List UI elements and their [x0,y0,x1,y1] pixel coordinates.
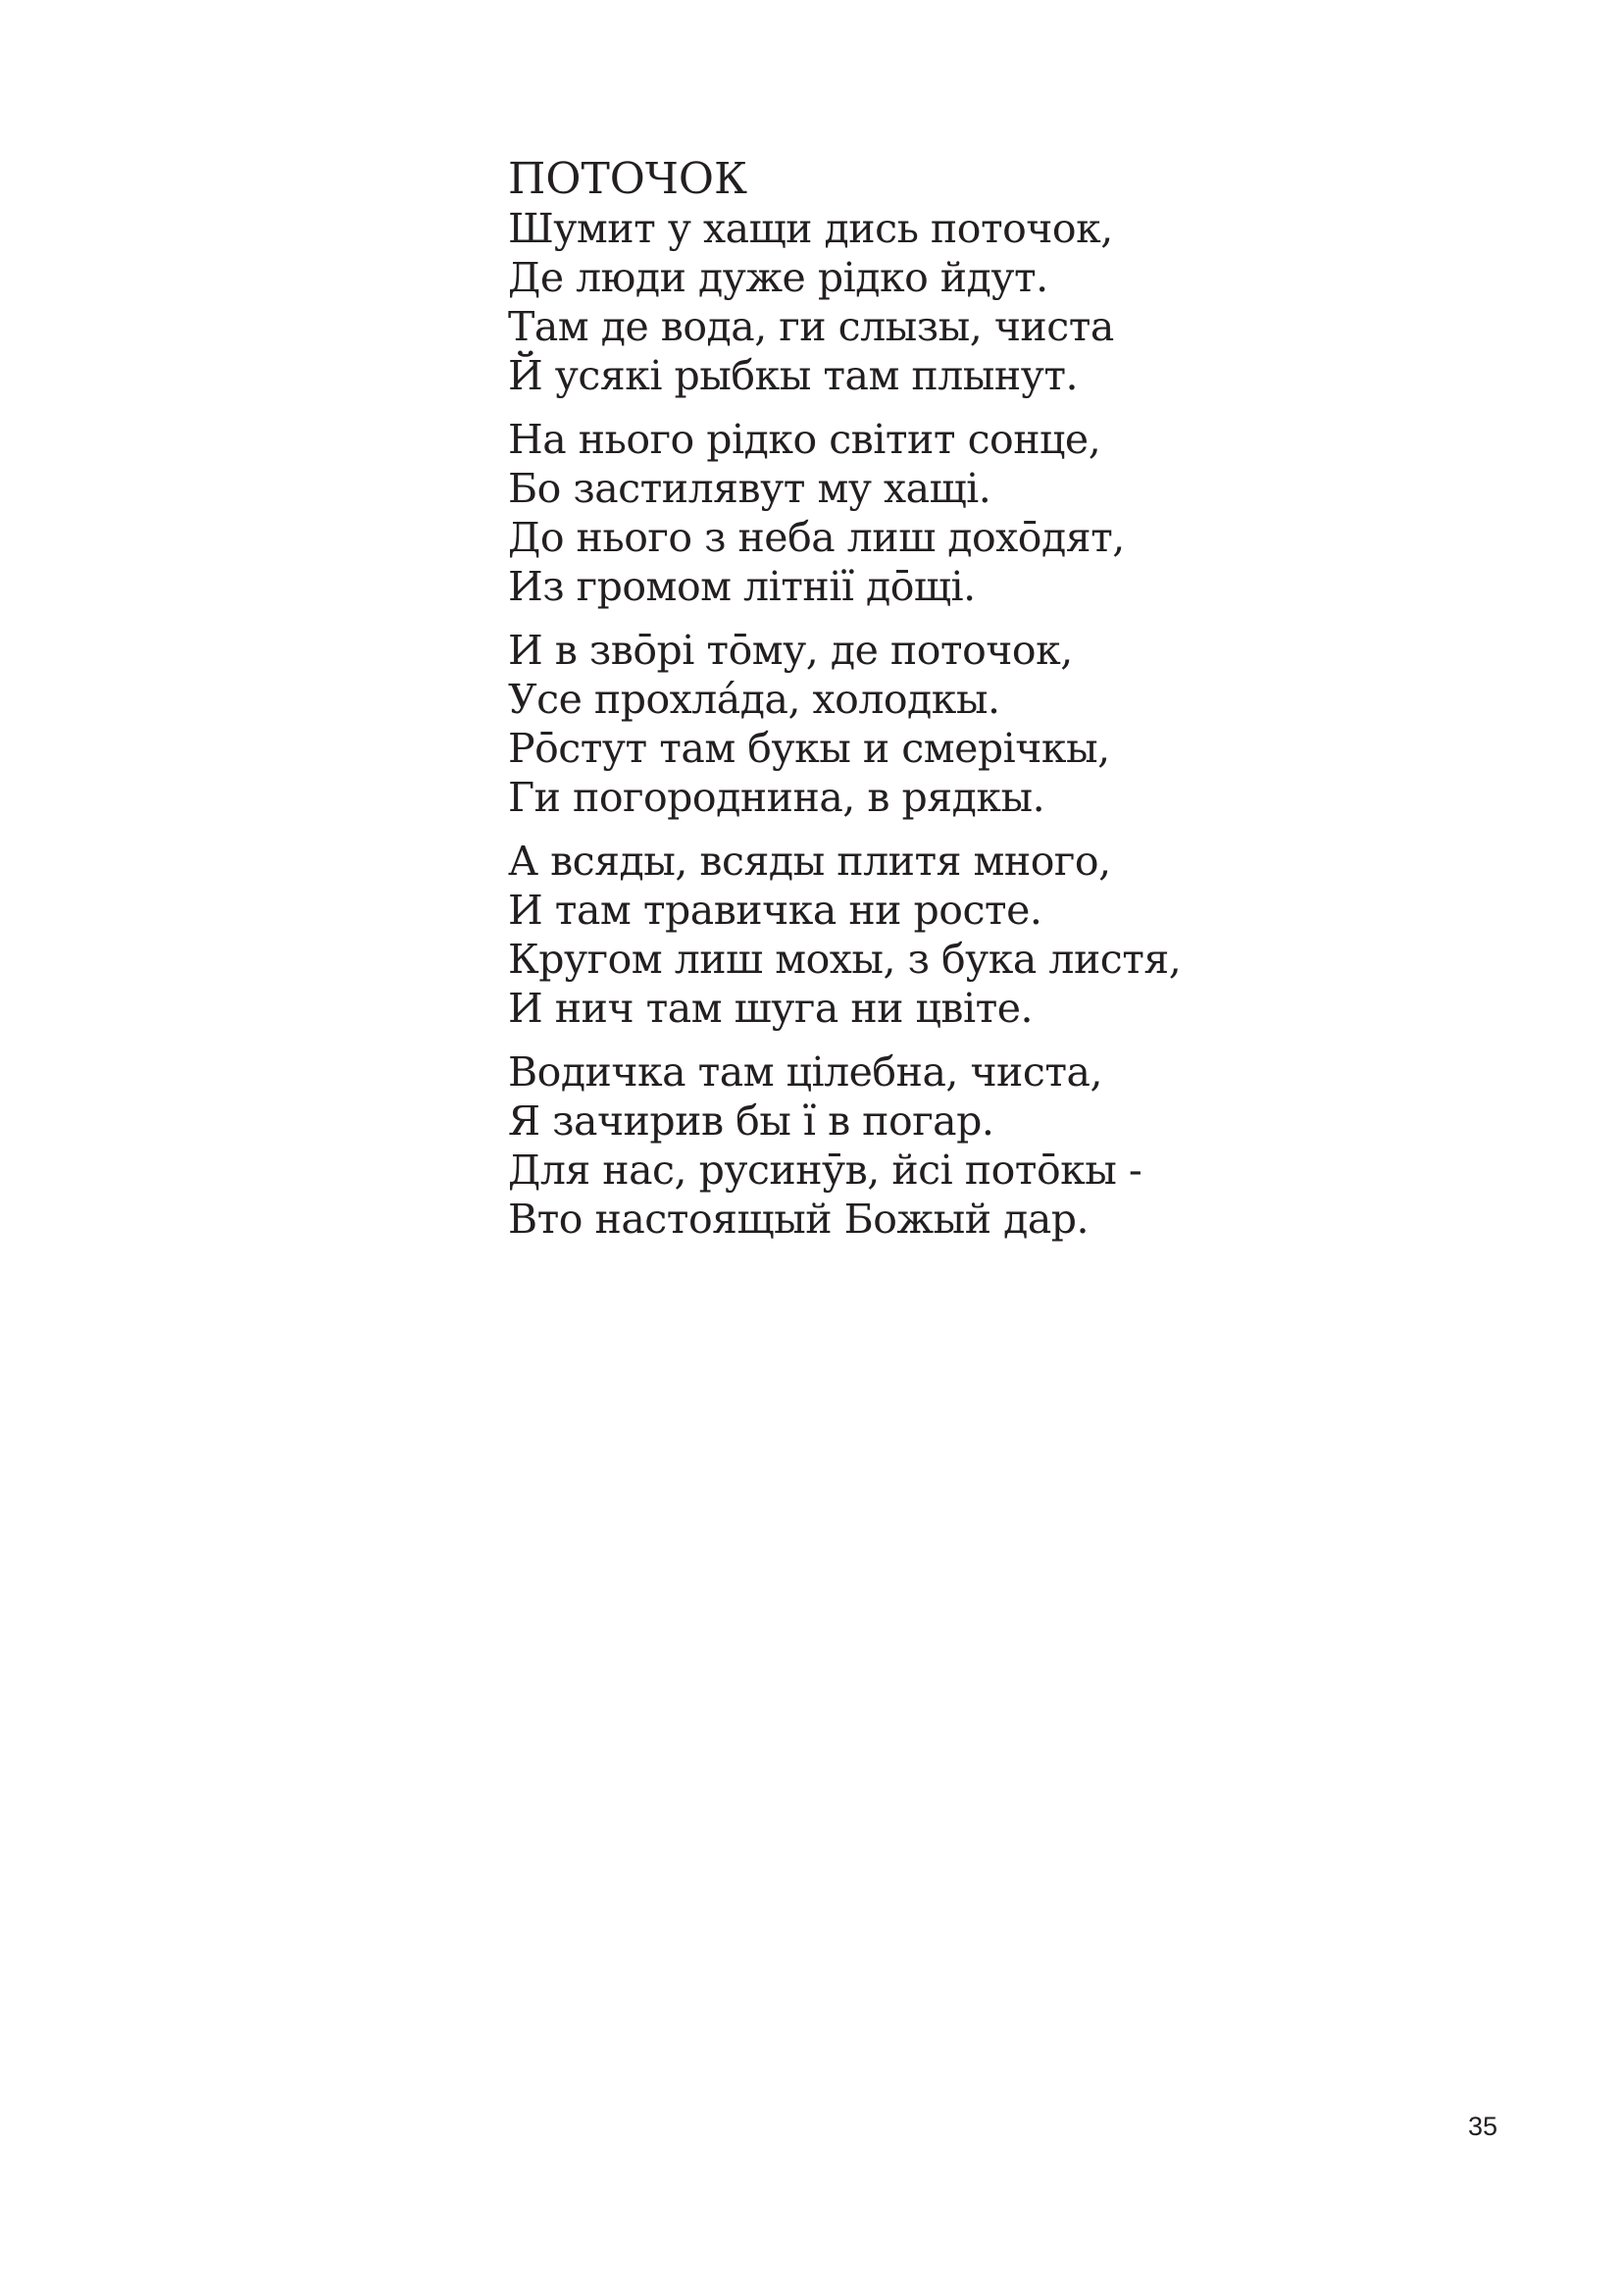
poem-line: И там травичка ни росте. [508,887,1042,934]
stanza-3 [508,626,1391,822]
page-number: 35 [1468,2112,1498,2141]
poem-title: ПОТОЧОК [508,154,747,204]
poem-line: Й усякі рыбкы там плынут. [508,352,1079,399]
stanza-5 [508,1047,1391,1244]
poem-line: Шумит у хащи дись поточок, [508,205,1113,252]
poem-line: Бо застилявут му хащі. [508,465,991,512]
poem-line: И в зво̄рі то̄му, де поточок, [508,627,1073,674]
poem-line: Там де вода, ги слызы, чиста [508,303,1114,350]
poem-line: На нього рідко світит сонце, [508,416,1101,463]
poem-line: Ги погороднина, в рядкы. [508,774,1045,821]
poem-line: Усе прохла́да, холодкы. [508,676,1000,723]
poem-line: Для нас, русинӯв, йсі пото̄кы - [508,1147,1142,1194]
poem-line: Водичка там цілебна, чиста, [508,1048,1103,1096]
stanza-4 [508,837,1391,1033]
poem-line: И нич там шуга ни цвіте. [508,985,1034,1032]
poem [508,155,1391,1258]
poem-line: Из громом літнії до̄щі. [508,563,976,610]
poem-line: А всяды, всяды плитя много, [508,838,1111,885]
stanza-2 [508,415,1391,611]
poem-line: Ро̄стут там букы и смерічкы, [508,725,1110,772]
poem-line: Кругом лиш мохы, з бука листя, [508,936,1182,983]
poem-line: Де люди дуже рідко йдут. [508,254,1048,301]
stanza-1 [508,204,1391,400]
poem-line: Вто настоящый Божый дар. [508,1196,1090,1243]
poem-line: До нього з неба лиш дохо̄дят, [508,514,1125,561]
poem-line: Я зачирив бы ї в погар. [508,1097,994,1145]
